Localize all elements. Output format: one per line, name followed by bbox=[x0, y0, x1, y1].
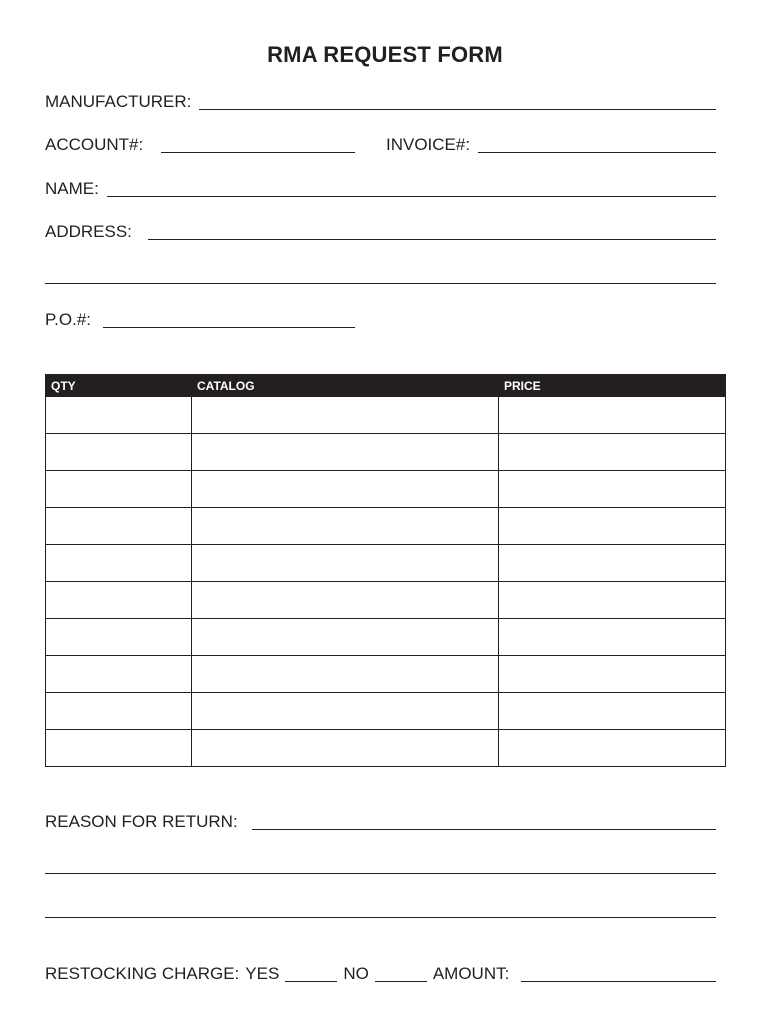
account-input-line[interactable] bbox=[161, 132, 355, 153]
qty-cell[interactable] bbox=[46, 693, 192, 730]
price-cell[interactable] bbox=[499, 656, 726, 693]
reason-input-line[interactable] bbox=[252, 809, 716, 830]
yes-label: YES bbox=[245, 964, 280, 983]
po-label: P.O.#: bbox=[45, 310, 91, 329]
table-row bbox=[46, 582, 726, 619]
reason-line-2-input-line[interactable] bbox=[45, 853, 716, 874]
name-input-line[interactable] bbox=[107, 176, 716, 197]
no-label: NO bbox=[343, 964, 369, 983]
price-cell[interactable] bbox=[499, 434, 726, 471]
account-label: ACCOUNT#: bbox=[45, 135, 144, 154]
amount-input-line[interactable] bbox=[521, 961, 716, 982]
table-row bbox=[46, 730, 726, 767]
reason-line-3-field bbox=[45, 898, 716, 922]
catalog-cell[interactable] bbox=[192, 730, 499, 767]
catalog-cell[interactable] bbox=[192, 656, 499, 693]
restocking-field bbox=[45, 962, 716, 986]
account-field bbox=[45, 133, 355, 157]
amount-label: AMOUNT: bbox=[432, 964, 510, 983]
manufacturer-input-line[interactable] bbox=[199, 89, 716, 110]
po-input-line[interactable] bbox=[103, 307, 355, 328]
name-field bbox=[45, 177, 716, 201]
catalog-cell[interactable] bbox=[192, 508, 499, 545]
address-line-2-field bbox=[45, 264, 716, 288]
catalog-column-header: CATALOG bbox=[192, 375, 499, 397]
no-input-line[interactable] bbox=[375, 961, 427, 982]
table-row bbox=[46, 693, 726, 730]
address-label: ADDRESS: bbox=[45, 222, 132, 241]
po-field bbox=[45, 308, 355, 332]
restocking-label: RESTOCKING CHARGE: bbox=[45, 964, 240, 983]
qty-cell[interactable] bbox=[46, 434, 192, 471]
catalog-cell[interactable] bbox=[192, 545, 499, 582]
price-cell[interactable] bbox=[499, 397, 726, 434]
table-row bbox=[46, 397, 726, 434]
price-cell[interactable] bbox=[499, 471, 726, 508]
table-header-row bbox=[46, 375, 726, 397]
name-label: NAME: bbox=[45, 179, 99, 198]
catalog-cell[interactable] bbox=[192, 619, 499, 656]
price-cell[interactable] bbox=[499, 545, 726, 582]
reason-line-3-input-line[interactable] bbox=[45, 897, 716, 918]
price-cell[interactable] bbox=[499, 693, 726, 730]
manufacturer-field bbox=[45, 90, 716, 114]
catalog-cell[interactable] bbox=[192, 582, 499, 619]
reason-label: REASON FOR RETURN: bbox=[45, 812, 238, 831]
form-title: RMA REQUEST FORM bbox=[267, 42, 503, 67]
invoice-input-line[interactable] bbox=[478, 132, 716, 153]
yes-input-line[interactable] bbox=[285, 961, 337, 982]
table-row bbox=[46, 619, 726, 656]
price-cell[interactable] bbox=[499, 730, 726, 767]
table-row bbox=[46, 434, 726, 471]
qty-cell[interactable] bbox=[46, 619, 192, 656]
invoice-field bbox=[386, 133, 716, 157]
catalog-cell[interactable] bbox=[192, 693, 499, 730]
qty-cell[interactable] bbox=[46, 730, 192, 767]
catalog-cell[interactable] bbox=[192, 471, 499, 508]
address-input-line[interactable] bbox=[148, 219, 716, 240]
address-line-2-input-line[interactable] bbox=[45, 263, 716, 284]
manufacturer-label: MANUFACTURER: bbox=[45, 92, 192, 111]
invoice-label: INVOICE#: bbox=[386, 135, 471, 154]
table-row bbox=[46, 508, 726, 545]
table-row bbox=[46, 471, 726, 508]
table-row bbox=[46, 545, 726, 582]
qty-cell[interactable] bbox=[46, 397, 192, 434]
address-field bbox=[45, 220, 716, 244]
qty-cell[interactable] bbox=[46, 471, 192, 508]
reason-line-2-field bbox=[45, 854, 716, 878]
qty-cell[interactable] bbox=[46, 508, 192, 545]
price-column-header: PRICE bbox=[499, 375, 726, 397]
reason-field bbox=[45, 810, 716, 834]
table-row bbox=[46, 656, 726, 693]
price-cell[interactable] bbox=[499, 508, 726, 545]
qty-cell[interactable] bbox=[46, 656, 192, 693]
items-table bbox=[45, 374, 726, 767]
qty-column-header: QTY bbox=[46, 375, 192, 397]
price-cell[interactable] bbox=[499, 582, 726, 619]
price-cell[interactable] bbox=[499, 619, 726, 656]
catalog-cell[interactable] bbox=[192, 434, 499, 471]
qty-cell[interactable] bbox=[46, 582, 192, 619]
qty-cell[interactable] bbox=[46, 545, 192, 582]
catalog-cell[interactable] bbox=[192, 397, 499, 434]
